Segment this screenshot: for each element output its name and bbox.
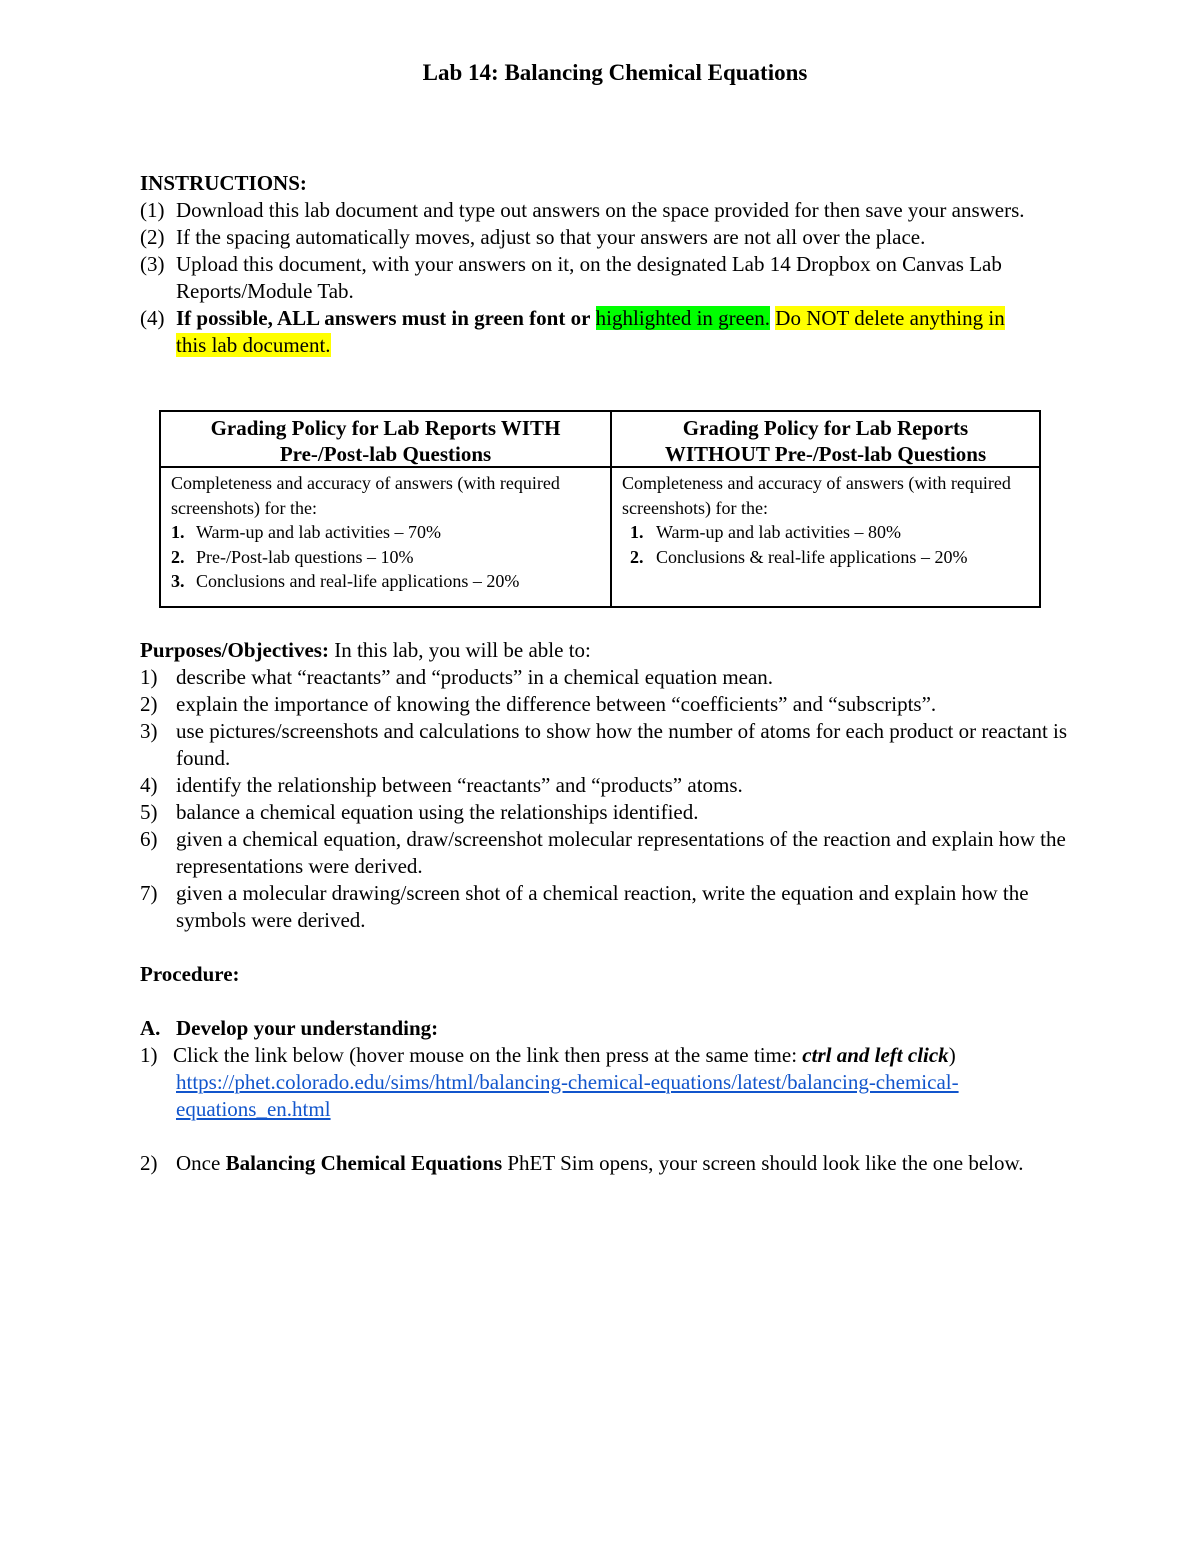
document-title: Lab 14: Balancing Chemical Equations xyxy=(422,60,808,85)
objective-item xyxy=(140,880,1070,934)
step-bold-text: Balancing Chemical Equations xyxy=(225,1151,503,1175)
objective-number: 6) xyxy=(140,827,158,851)
objective-item xyxy=(140,691,1070,718)
instruction-item xyxy=(140,197,1070,224)
grading-column-header xyxy=(612,412,1039,468)
objective-number: 7) xyxy=(140,881,158,905)
section-title: Develop your understanding: xyxy=(176,1016,439,1040)
grading-intro: Completeness and accuracy of answers (with required screenshots) for the: xyxy=(622,473,1011,518)
instruction-number: (3) xyxy=(140,252,165,276)
objective-text: use pictures/screenshots and calculations to show how the number of atoms for each product or reactant is found. xyxy=(176,719,1068,770)
instruction-text: Upload this document, with your answers on it, on the designated Lab 14 Dropbox on Canvas Lab Reports/Module Tab. xyxy=(176,252,1002,303)
step-text: Once xyxy=(176,1151,221,1175)
objective-text: explain the importance of knowing the difference between “coefficients” and “subscripts”. xyxy=(176,692,937,716)
objective-number: 1) xyxy=(140,665,158,689)
step-text: PhET Sim opens, your screen should look like the one below. xyxy=(507,1151,1024,1175)
objective-text: given a molecular drawing/screen shot of a chemical reaction, write the equation and explain how the symbols were derived. xyxy=(176,881,1029,932)
procedure-section xyxy=(140,961,1070,1177)
grading-column-without xyxy=(610,412,1039,606)
step-number: 2) xyxy=(140,1151,158,1175)
grading-item xyxy=(171,545,600,570)
objectives-section xyxy=(140,637,1070,934)
phet-link-line[interactable]: equations_en.html xyxy=(176,1097,331,1121)
step-close-paren: ) xyxy=(948,1043,956,1067)
yellow-highlight-text: Do NOT delete anything in this lab document. xyxy=(176,306,1005,357)
objective-number: 4) xyxy=(140,773,158,797)
grading-item-number: 2. xyxy=(171,546,185,567)
grading-item-number: 3. xyxy=(171,571,185,591)
objective-item xyxy=(140,772,1070,799)
grading-item-number: 2. xyxy=(630,546,644,567)
objective-text: given a chemical equation, draw/screenshot molecular representations of the reaction and explain how the representations were derived. xyxy=(176,827,1066,878)
step-emphasis: ctrl and left click xyxy=(802,1043,949,1067)
objective-item xyxy=(140,826,1070,880)
procedure-step-1 xyxy=(140,1042,1070,1123)
grading-item xyxy=(622,545,1029,570)
grading-item-number: 1. xyxy=(171,522,185,542)
grading-column-body xyxy=(612,468,1039,569)
section-a-heading xyxy=(140,1015,1070,1042)
objective-text: identify the relationship between “reactants” and “products” atoms. xyxy=(176,773,743,797)
instruction-bold-text: If possible, ALL answers must in green font or xyxy=(176,306,591,330)
instruction-number: (1) xyxy=(140,198,165,222)
section-letter: A. xyxy=(140,1016,161,1040)
objective-number: 5) xyxy=(140,800,158,824)
grading-column-with xyxy=(161,412,610,606)
grading-item-text: Conclusions and real-life applications – 20% xyxy=(196,571,520,591)
header-line: Grading Policy for Lab Reports xyxy=(682,416,969,440)
step-text: Click the link below (hover mouse on the link then press at the same time: xyxy=(173,1043,798,1067)
phet-link[interactable] xyxy=(173,1069,1070,1123)
objective-number: 3) xyxy=(140,719,158,743)
grading-item-number: 1. xyxy=(630,522,644,542)
header-line: Pre-/Post-lab Questions xyxy=(279,442,492,466)
objectives-heading-line xyxy=(140,637,1070,664)
instruction-item xyxy=(140,224,1070,251)
objective-text: balance a chemical equation using the relationships identified. xyxy=(176,800,699,824)
grading-item-text: Conclusions & real-life applications – 20% xyxy=(656,546,968,567)
objective-item xyxy=(140,664,1070,691)
green-highlight-text: highlighted in green. xyxy=(595,306,771,330)
grading-item xyxy=(171,520,600,545)
objective-text: describe what “reactants” and “products” in a chemical equation mean. xyxy=(176,665,774,689)
objectives-heading: Purposes/Objectives: xyxy=(140,638,329,662)
objective-item xyxy=(140,799,1070,826)
grading-item xyxy=(622,520,1029,545)
grading-intro: Completeness and accuracy of answers (with required screenshots) for the: xyxy=(171,473,560,518)
grading-column-header xyxy=(161,412,610,468)
instruction-number: (4) xyxy=(140,306,165,330)
grading-policy-table xyxy=(159,410,1041,608)
instruction-text: Download this lab document and type out answers on the space provided for then save your answers. xyxy=(176,198,1025,222)
objective-item xyxy=(140,718,1070,772)
step-number: 1) xyxy=(140,1043,158,1067)
instruction-text: If the spacing automatically moves, adjust so that your answers are not all over the place. xyxy=(176,225,926,249)
header-line: WITHOUT Pre-/Post-lab Questions xyxy=(664,442,987,466)
objective-number: 2) xyxy=(140,692,158,716)
grading-column-body xyxy=(161,468,610,594)
header-line: Grading Policy for Lab Reports WITH xyxy=(210,416,561,440)
procedure-heading: Procedure: xyxy=(140,962,240,986)
objectives-intro: In this lab, you will be able to: xyxy=(334,638,591,662)
phet-link-line[interactable]: https://phet.colorado.edu/sims/html/balancing-chemical-equations/latest/balancing-chemical- xyxy=(176,1070,959,1094)
grading-item xyxy=(171,569,600,594)
grading-item-text: Warm-up and lab activities – 80% xyxy=(656,522,901,542)
instruction-number: (2) xyxy=(140,225,165,249)
instructions-section xyxy=(140,170,1070,359)
grading-item-text: Pre-/Post-lab questions – 10% xyxy=(196,546,414,567)
instruction-item xyxy=(140,251,1070,305)
grading-item-text: Warm-up and lab activities – 70% xyxy=(196,522,441,542)
instruction-item xyxy=(140,305,1070,359)
instructions-heading: INSTRUCTIONS: xyxy=(140,171,307,195)
procedure-step-2 xyxy=(140,1150,1070,1177)
